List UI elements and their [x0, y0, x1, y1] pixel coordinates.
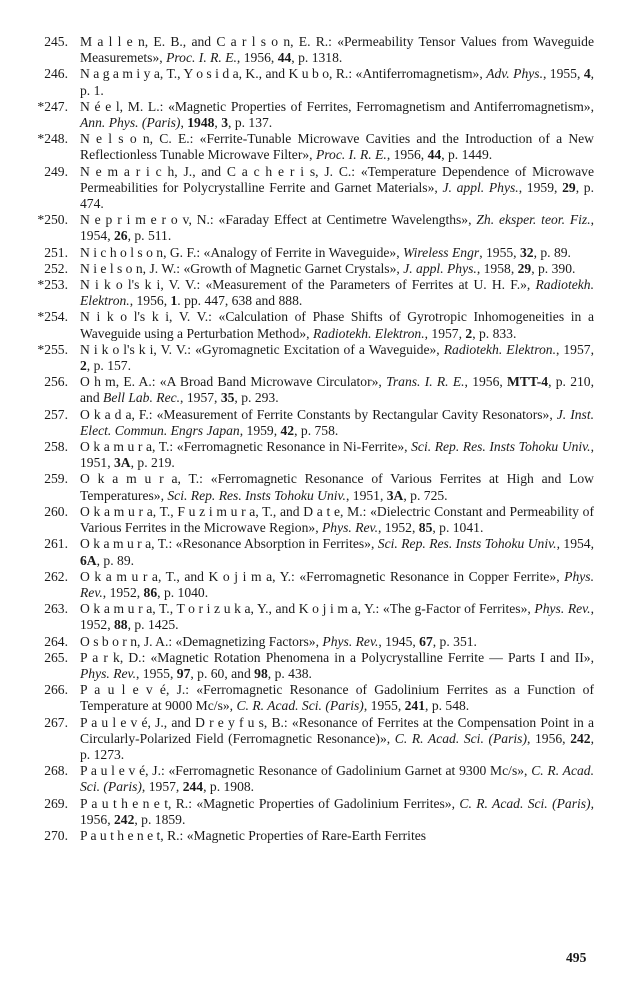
reference-text [80, 471, 594, 502]
volume-number: 3A [113, 455, 131, 471]
reference-text [80, 99, 594, 130]
reference-segment: , p. 1908. [203, 779, 255, 795]
reference-segment: P a u l e v é, J.: «Ferromagnetic Resonance of Gadolinium Garnet at 9300 Mc/s», [80, 763, 532, 779]
reference-number: *255. [37, 341, 68, 357]
volume-number: 242 [113, 811, 135, 827]
reference-segment: , 1958, [476, 260, 518, 276]
volume-number: 2 [465, 325, 473, 341]
volume-number: 35 [220, 390, 235, 406]
volume-number: 3A [386, 487, 404, 503]
volume-number: 67 [419, 633, 433, 649]
reference-entry [0, 796, 644, 828]
reference-segment: , 1956, [526, 730, 571, 746]
reference-segment: , 1954, [556, 536, 594, 552]
reference-segment: , p. 219. [130, 455, 175, 471]
reference-segment: , p. 157. [86, 358, 131, 374]
reference-number: 261. [44, 536, 68, 552]
reference-number: 269. [44, 795, 68, 811]
reference-entry [0, 99, 644, 131]
reference-segment: O h m, E. A.: «A Broad Band Microwave Circulator», [80, 374, 387, 390]
reference-segment: , 1956, [80, 795, 594, 827]
reference-segment: O k a m u r a, T., and K o j i m a, Y.: «Ferromagnetic Resonance in Copper Ferrite», [80, 568, 565, 584]
journal-title: Sci. Rep. Res. Insts Tohoku Univ. [167, 487, 346, 503]
volume-number: 98 [254, 665, 268, 681]
reference-text [80, 66, 594, 97]
reference-entry [0, 309, 644, 341]
reference-segment: P a u l e v é, J., and D r e y f u s, B.: «Resonance of Ferrites at the Compensation Point in a Circularly-Polarized Field (Ferromagnetic Resonance)», [80, 714, 594, 746]
volume-number: 4 [583, 66, 591, 82]
reference-segment: O k a d a, F.: «Measurement of Ferrite Constants by Rectangular Cavity Resonators», [80, 406, 557, 422]
reference-segment: , 1955, [542, 66, 584, 82]
reference-number: 264. [44, 633, 68, 649]
reference-entry [0, 164, 644, 213]
reference-entry [0, 261, 644, 277]
volume-number: 242 [570, 730, 591, 746]
volume-number: 244 [182, 779, 204, 795]
reference-number: 246. [44, 66, 68, 82]
reference-segment: N é e l, M. L.: «Magnetic Properties of Ferrites, Ferromagnetism and Antiferromagnetism», [80, 98, 594, 114]
reference-number: 267. [44, 714, 68, 730]
reference-segment: , 1955, [363, 698, 405, 714]
journal-title: C. R. Acad. Sci. (Paris) [80, 763, 594, 795]
reference-entry [0, 342, 644, 374]
reference-number: 258. [44, 439, 68, 455]
reference-text [80, 569, 594, 600]
journal-title: Radiotekh. Elektron. [80, 277, 594, 309]
reference-segment: , p. 474. [80, 179, 594, 212]
volume-number: 88 [113, 617, 128, 633]
reference-segment: , p. 1425. [127, 617, 179, 633]
reference-segment: , p. 1. [80, 66, 595, 98]
reference-segment: , 1952, [377, 520, 419, 536]
reference-entry [0, 277, 644, 309]
journal-title: Sci. Rep. Res. Insts Tohoku Univ. [377, 536, 557, 552]
reference-segment: O k a m u r a, T.: «Ferromagnetic Resonance in Ni-Ferrite», [80, 439, 412, 455]
volume-number: 26 [113, 228, 128, 244]
journal-title: Phys. Rev. [322, 520, 378, 536]
reference-segment: N e l s o n, C. E.: «Ferrite-Tunable Microwave Cavities and the Introduction of a New Reflectionless Tunable Microwave Filter», [80, 131, 594, 163]
reference-segment: P a u l e v é, J.: «Ferromagnetic Resonance of Gadolinium Ferrites as a Function of Temperature at 9000 Mc/s», [80, 682, 594, 714]
volume-number: 86 [143, 584, 158, 600]
reference-text [80, 212, 594, 243]
journal-title: Bell Lab. Rec. [103, 390, 181, 406]
reference-segment: , 1955, [479, 244, 520, 260]
reference-segment: N i e l s o n, J. W.: «Growth of Magnetic Garnet Crystals», [80, 260, 404, 276]
reference-list [0, 34, 644, 844]
reference-segment: , [180, 115, 188, 131]
reference-segment: N e p r i m e r o v, N.: «Faraday Effect at Centimetre Wavelengths», [80, 212, 477, 228]
volume-number: 6A [80, 552, 97, 568]
reference-segment: , p. 89. [96, 552, 135, 568]
volume-number: 85 [418, 520, 433, 536]
reference-text [80, 261, 575, 276]
reference-segment: P a u t h e n e t, R.: «Magnetic Properties of Rare-Earth Ferrites [80, 827, 427, 843]
reference-number: *248. [37, 131, 68, 147]
reference-entry [0, 131, 644, 163]
reference-number: 268. [44, 763, 68, 779]
reference-segment: P a u t h e n e t, R.: «Magnetic Properties of Gadolinium Ferrites», [80, 795, 460, 811]
reference-entry [0, 34, 644, 66]
reference-segment: , 1956, [464, 374, 508, 390]
reference-number: 266. [44, 682, 68, 698]
reference-text [80, 715, 594, 762]
reference-entry [0, 601, 644, 633]
reference-text [80, 342, 594, 373]
reference-segment: , p. 1273. [80, 730, 594, 762]
reference-segment: N a g a m i y a, T., Y o s i d a, K., and K u b o, R.: «Antiferromagnetism», [80, 66, 487, 82]
reference-text [80, 796, 594, 827]
journal-title: Phys. Rev. [80, 665, 136, 681]
reference-text [80, 277, 594, 308]
reference-number: 260. [44, 503, 68, 519]
reference-text [80, 536, 594, 567]
reference-text [80, 131, 594, 162]
reference-entry [0, 634, 644, 650]
reference-segment: , 1957, [555, 341, 594, 357]
reference-segment: O k a m u r a, T., T o r i z u k a, Y., and K o j i m a, Y.: «The g-Factor of Ferrites», [80, 601, 535, 617]
reference-segment: , 1957, [424, 325, 466, 341]
journal-title: Sci. Rep. Res. Insts Tohoku Univ. [411, 439, 591, 455]
volume-number: 32 [519, 244, 534, 260]
volume-number: 44 [277, 50, 292, 66]
reference-segment: , p. 1859. [134, 811, 186, 827]
journal-title: J. appl. Phys. [403, 260, 477, 276]
reference-segment: , p. 1449. [441, 147, 493, 163]
reference-segment: N i c h o l s o n, G. F.: «Analogy of Ferrite in Waveguide», [80, 244, 404, 260]
volume-number: 241 [404, 698, 426, 714]
reference-segment: , p. 548. [425, 698, 470, 714]
volume-number: 29 [562, 179, 576, 195]
reference-number: 270. [44, 827, 68, 843]
reference-segment: , p. 137. [228, 115, 273, 131]
journal-title: Trans. I. R. E. [386, 374, 465, 390]
reference-segment: . pp. 447, 638 and 888. [177, 293, 303, 309]
reference-segment: O k a m u r a, T.: «Ferromagnetic Resonance of Various Ferrites at High and Low Temperatures», [80, 471, 594, 503]
reference-segment: O k a m u r a, T., F u z i m u r a, T., and D a t e, M.: «Dielectric Constant and Permeability of Various Ferrites in the Microwave Region», [80, 503, 594, 536]
journal-title: Phys. Rev. [534, 601, 591, 617]
journal-title: Ann. Phys. (Paris) [80, 115, 181, 131]
journal-title: C. R. Acad. Sci. (Paris) [394, 730, 527, 746]
reference-segment: , 1954, [80, 212, 594, 244]
reference-number: 259. [44, 471, 68, 487]
reference-number: 245. [44, 34, 68, 49]
reference-entry [0, 471, 644, 503]
reference-number: 256. [44, 374, 68, 390]
reference-segment: , 1956, [386, 147, 428, 163]
journal-title: C. R. Acad. Sci. (Paris) [236, 698, 364, 714]
journal-title: Proc. I. R. E. [315, 147, 387, 163]
reference-entry [0, 504, 644, 536]
reference-segment: , 1952, [102, 584, 144, 600]
reference-number: *254. [37, 309, 68, 325]
reference-text [80, 245, 571, 260]
reference-entry [0, 245, 644, 261]
reference-text [80, 650, 594, 681]
reference-number: 251. [44, 244, 68, 260]
page-number: 495 [566, 950, 587, 965]
reference-text [80, 164, 594, 211]
reference-segment: , 1955, [135, 665, 177, 681]
reference-segment: , p. 351. [432, 633, 477, 649]
reference-text [80, 439, 594, 470]
reference-text [80, 34, 594, 65]
reference-number: 265. [44, 649, 68, 665]
reference-text [80, 828, 426, 843]
reference-number: 249. [44, 163, 68, 179]
reference-segment: , p. 1040. [157, 584, 209, 600]
reference-segment: N i k o l's k i, V. V.: «Measurement of the Parameters of Ferrites at U. H. F.», [80, 277, 536, 293]
reference-text [80, 682, 594, 713]
reference-entry [0, 715, 644, 764]
journal-title: Wireless Engr [403, 244, 480, 260]
journal-title: J. Inst. Elect. Commun. Engrs Japan [80, 406, 594, 438]
reference-entry [0, 66, 644, 98]
reference-number: *247. [37, 98, 68, 114]
journal-title: Radiotekh. Elektron. [443, 341, 556, 357]
journal-title: Phys. Rev. [80, 568, 594, 600]
volume-number: 42 [280, 422, 295, 438]
volume-number: MTT-4 [507, 374, 549, 390]
reference-number: 257. [44, 406, 68, 422]
reference-segment: , 1956, [236, 50, 278, 66]
volume-number: 29 [517, 260, 532, 276]
reference-segment: N i k o l's k i, V. V.: «Gyromagnetic Excitation of a Waveguide», [80, 341, 444, 357]
reference-entry [0, 763, 644, 795]
reference-number: 262. [44, 568, 68, 584]
reference-text [80, 601, 594, 632]
reference-segment: , p. 89. [533, 244, 571, 260]
journal-title: J. appl. Phys. [442, 179, 519, 195]
reference-number: 252. [44, 260, 68, 276]
reference-segment: , 1951, [345, 487, 387, 503]
reference-segment: , 1945, [378, 633, 420, 649]
journal-title: Radiotekh. Elektron. [312, 325, 425, 341]
reference-number: *253. [37, 277, 68, 293]
reference-text [80, 309, 594, 340]
volume-number: 3 [221, 115, 229, 131]
reference-segment: , p. 293. [234, 390, 279, 406]
reference-segment: N e m a r i c h, J., and C a c h e r i s, J. C.: «Temperature Dependence of Microwave Permeabilities for Polycrystalline Ferrite and Garnet Materials», [80, 163, 594, 195]
journal-title: Zh. eksper. teor. Fiz. [476, 212, 591, 228]
reference-entry [0, 682, 644, 714]
reference-segment: , p. 833. [472, 325, 517, 341]
reference-text [80, 374, 594, 405]
reference-segment: , p. 1318. [291, 50, 343, 66]
journal-title: Adv. Phys. [486, 66, 543, 82]
journal-title: C. R. Acad. Sci. (Paris) [459, 795, 591, 811]
journal-title: Phys. Rev. [322, 633, 379, 649]
reference-number: 263. [44, 601, 68, 617]
reference-segment: , 1957, [141, 779, 183, 795]
reference-text [80, 634, 477, 649]
reference-segment: , p. 210, and [80, 374, 594, 406]
reference-segment: , [214, 115, 222, 131]
reference-entry [0, 650, 644, 682]
reference-text [80, 407, 594, 438]
reference-entry [0, 536, 644, 568]
reference-segment: , p. 60, and [190, 665, 255, 681]
reference-segment: , p. 1041. [432, 520, 484, 536]
reference-segment: O s b o r n, J. A.: «Demagnetizing Factors», [80, 633, 323, 649]
reference-segment: M a l l e n, E. B., and C a r l s o n, E. R.: «Permeability Tensor Values from Waveguide Measuremets», [80, 34, 594, 66]
reference-entry [0, 212, 644, 244]
reference-entry [0, 439, 644, 471]
volume-number: 44 [427, 147, 442, 163]
reference-text [80, 763, 594, 794]
reference-entry [0, 407, 644, 439]
reference-entry [0, 374, 644, 406]
reference-segment: , 1952, [80, 601, 594, 633]
volume-number: 97 [176, 665, 191, 681]
reference-segment: , 1959, [518, 179, 563, 195]
reference-segment: N i k o l's k i, V. V.: «Calculation of Phase Shifts of Gyrotropic Inhomogeneities in a Waveguide using a Perturbation Method», [80, 309, 594, 341]
reference-segment: , p. 725. [403, 487, 448, 503]
reference-segment: , 1959, [239, 422, 281, 438]
reference-segment: , 1957, [180, 390, 221, 406]
reference-entry [0, 828, 644, 844]
reference-segment: , p. 390. [531, 260, 576, 276]
reference-segment: , 1956, [129, 293, 171, 309]
reference-segment: , 1951, [80, 439, 594, 471]
reference-text [80, 504, 594, 535]
reference-segment: , p. 511. [127, 228, 172, 244]
volume-number: 1948 [187, 115, 215, 131]
reference-entry [0, 569, 644, 601]
volume-number: 1 [170, 293, 178, 309]
reference-segment: , p. 438. [267, 665, 312, 681]
journal-title: Proc. I. R. E. [166, 50, 237, 66]
volume-number: 2 [80, 358, 87, 374]
reference-segment: O k a m u r a, T.: «Resonance Absorption in Ferrites», [80, 536, 378, 552]
reference-number: *250. [37, 212, 68, 228]
reference-segment: , p. 758. [294, 422, 339, 438]
reference-segment: P a r k, D.: «Magnetic Rotation Phenomena in a Polycrystalline Ferrite — Parts I and II», [80, 649, 594, 665]
